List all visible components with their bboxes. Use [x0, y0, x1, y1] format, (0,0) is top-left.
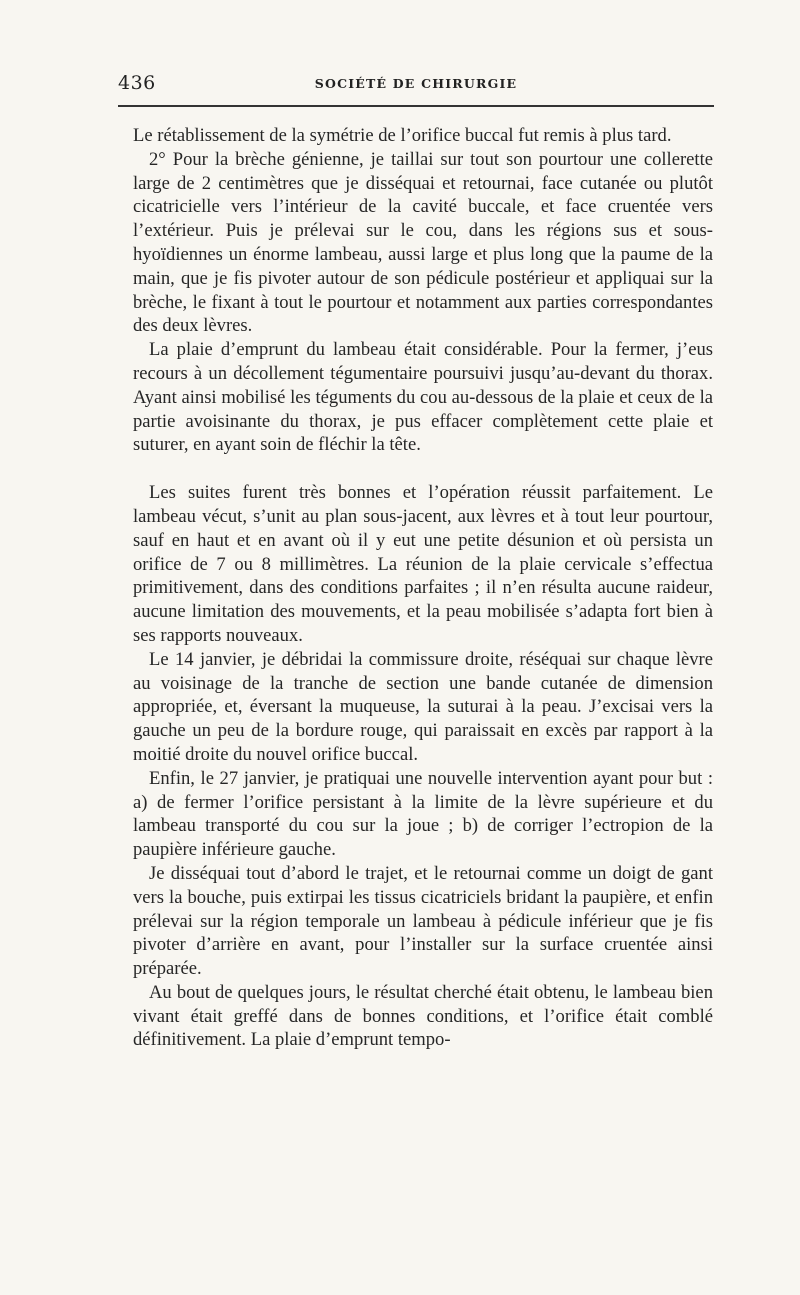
page-header: [118, 72, 714, 100]
paragraph-1: Le rétablissement de la symétrie de l’orifice buccal fut remis à plus tard.: [133, 125, 672, 146]
header-rule: [118, 105, 714, 107]
paragraph-7: Je disséquai tout d’abord le trajet, et le retournai comme un doigt de gant vers la bouche, puis extirpai les tissus cicatriciels bridant la paupière, et enfin prélevai sur la région temporale un lambeau à pédicule inférieur que je fis pivoter d’arrière en avant, pour l’installer sur la surface cruentée ainsi préparée.: [133, 862, 713, 980]
page-number: 436: [118, 72, 156, 94]
paragraph-3: La plaie d’emprunt du lambeau était considérable. Pour la fermer, j’eus recours à un décollement tégumentaire poursuivi jusqu’au-devant du thorax. Ayant ainsi mobilisé les téguments du cou au-dessous de la plaie et ceux de la partie avoisinante du thorax, je pus effacer complètement cette plaie et suturer, en ayant soin de fléchir la tête.: [133, 339, 713, 456]
paragraph-5: Le 14 janvier, je débridai la commissure droite, réséquai sur chaque lèvre au voisinage de la tranche de section une bande cutanée de dimension appropriée, et, éversant la muqueuse, la suturai à la peau. J’excisai vers la gauche un peu de la bordure rouge, qui paraissait en excès par rapport à la moitié droite du nouvel orifice buccal.: [133, 648, 713, 765]
paragraph-8: Au bout de quelques jours, le résultat cherché était obtenu, le lambeau bien vivant était greffé dans de bonnes conditions, et l’orifice était comblé définitivement. La plaie d’emprunt tempo-: [133, 981, 713, 1051]
paragraph-6: Enfin, le 27 janvier, je pratiquai une nouvelle intervention ayant pour but : a) de fermer l’orifice persistant à la limite de la lèvre supérieure et du lambeau transporté du cou sur la joue ; b) de corriger l’ectropion de la paupière inférieure gauche.: [133, 767, 713, 861]
paragraph-4: Les suites furent très bonnes et l’opération réussit parfaitement. Le lambeau vécut, s’unit au plan sous-jacent, aux lèvres et à tout leur pourtour, sauf en haut et en avant où il y eut une petite désunion et où persista un orifice de 7 ou 8 millimètres. La réunion de la plaie cervicale s’effectua primitivement, dans des conditions parfaites ; il n’en résulta aucune raideur, aucune limitation des mouvements, et la peau mobilisée s’adapta fort bien à ses rapports nouveaux.: [133, 482, 713, 646]
body-text: [133, 124, 713, 1052]
running-head: SOCIÉTÉ DE CHIRURGIE: [314, 76, 518, 91]
paragraph-2: 2° Pour la brèche génienne, je taillai sur tout son pourtour une collerette large de 2 centimètres que je disséquai et retournai, face cutanée ou plutôt cicatricielle vers l’intérieur de la cavité buccale, et face cruentée vers l’extérieur. Puis je prélevai sur le cou, dans les régions sus et sous-hyoïdiennes un énorme lambeau, aussi large et plus long que la paume de la main, que je fis pivoter autour de son pédicule postérieur et appliquai sur la brèche, le fixant à tout le pourtour et notamment aux parties correspondantes des deux lèvres.: [133, 148, 713, 337]
